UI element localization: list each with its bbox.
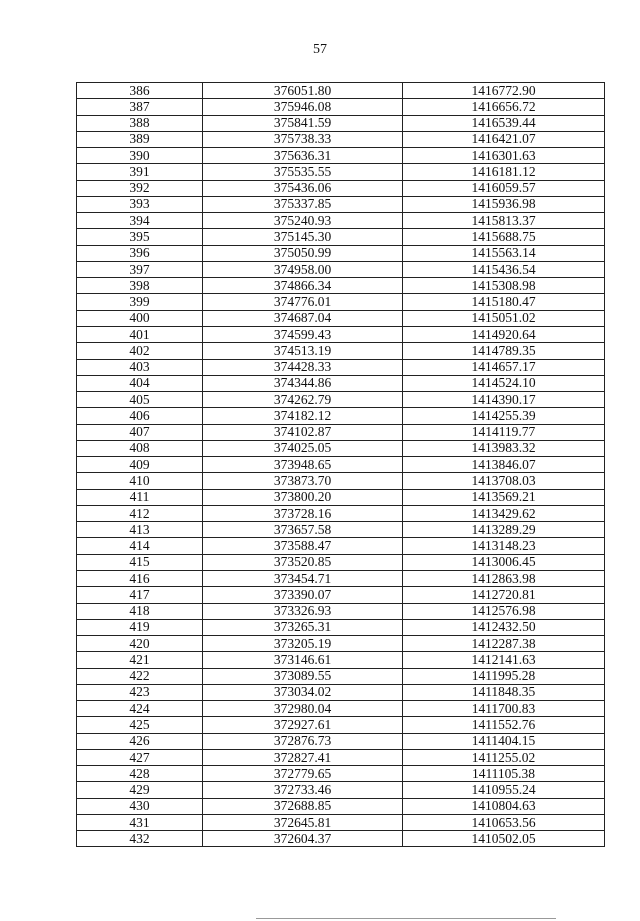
y-coordinate-cell: 1416656.72 — [403, 99, 605, 115]
x-coordinate-cell: 376051.80 — [203, 83, 403, 99]
y-coordinate-cell: 1411995.28 — [403, 668, 605, 684]
point-number-cell: 421 — [77, 652, 203, 668]
table-row — [77, 489, 605, 505]
x-coordinate-cell: 373520.85 — [203, 554, 403, 570]
x-coordinate-cell: 373800.20 — [203, 489, 403, 505]
table-row — [77, 99, 605, 115]
point-number-cell: 430 — [77, 798, 203, 814]
y-coordinate-cell: 1415936.98 — [403, 196, 605, 212]
x-coordinate-cell: 373034.02 — [203, 684, 403, 700]
table-row — [77, 424, 605, 440]
table-row — [77, 538, 605, 554]
y-coordinate-cell: 1410653.56 — [403, 814, 605, 830]
footer-divider — [256, 918, 556, 919]
table-row — [77, 83, 605, 99]
table-row — [77, 440, 605, 456]
x-coordinate-cell: 373089.55 — [203, 668, 403, 684]
table-row — [77, 782, 605, 798]
page-number: 57 — [313, 42, 327, 57]
y-coordinate-cell: 1411105.38 — [403, 766, 605, 782]
point-number-cell: 428 — [77, 766, 203, 782]
table-row — [77, 636, 605, 652]
y-coordinate-cell: 1411404.15 — [403, 733, 605, 749]
table-row — [77, 131, 605, 147]
point-number-cell: 389 — [77, 131, 203, 147]
point-number-cell: 426 — [77, 733, 203, 749]
table-row — [77, 587, 605, 603]
point-number-cell: 406 — [77, 408, 203, 424]
y-coordinate-cell: 1413983.32 — [403, 440, 605, 456]
x-coordinate-cell: 374687.04 — [203, 310, 403, 326]
x-coordinate-cell: 373873.70 — [203, 473, 403, 489]
table-row — [77, 310, 605, 326]
x-coordinate-cell: 374182.12 — [203, 408, 403, 424]
x-coordinate-cell: 373146.61 — [203, 652, 403, 668]
y-coordinate-cell: 1414657.17 — [403, 359, 605, 375]
y-coordinate-cell: 1412863.98 — [403, 570, 605, 586]
y-coordinate-cell: 1412432.50 — [403, 619, 605, 635]
y-coordinate-cell: 1412576.98 — [403, 603, 605, 619]
table-row — [77, 180, 605, 196]
point-number-cell: 394 — [77, 213, 203, 229]
x-coordinate-cell: 372980.04 — [203, 701, 403, 717]
x-coordinate-cell: 375946.08 — [203, 99, 403, 115]
x-coordinate-cell: 375636.31 — [203, 148, 403, 164]
table-row — [77, 261, 605, 277]
y-coordinate-cell: 1410955.24 — [403, 782, 605, 798]
y-coordinate-cell: 1414390.17 — [403, 392, 605, 408]
x-coordinate-cell: 375050.99 — [203, 245, 403, 261]
table-row — [77, 245, 605, 261]
x-coordinate-cell: 372827.41 — [203, 749, 403, 765]
y-coordinate-cell: 1416059.57 — [403, 180, 605, 196]
x-coordinate-cell: 372876.73 — [203, 733, 403, 749]
x-coordinate-cell: 374344.86 — [203, 375, 403, 391]
table-row — [77, 326, 605, 342]
x-coordinate-cell: 373326.93 — [203, 603, 403, 619]
x-coordinate-cell: 375841.59 — [203, 115, 403, 131]
x-coordinate-cell: 374599.43 — [203, 326, 403, 342]
x-coordinate-cell: 372688.85 — [203, 798, 403, 814]
x-coordinate-cell: 374102.87 — [203, 424, 403, 440]
y-coordinate-cell: 1413289.29 — [403, 522, 605, 538]
point-number-cell: 399 — [77, 294, 203, 310]
table-row — [77, 733, 605, 749]
y-coordinate-cell: 1413846.07 — [403, 457, 605, 473]
x-coordinate-cell: 374428.33 — [203, 359, 403, 375]
x-coordinate-cell: 375240.93 — [203, 213, 403, 229]
x-coordinate-cell: 372604.37 — [203, 831, 403, 847]
point-number-cell: 415 — [77, 554, 203, 570]
point-number-cell: 387 — [77, 99, 203, 115]
y-coordinate-cell: 1415180.47 — [403, 294, 605, 310]
x-coordinate-cell: 373588.47 — [203, 538, 403, 554]
y-coordinate-cell: 1412141.63 — [403, 652, 605, 668]
y-coordinate-cell: 1412720.81 — [403, 587, 605, 603]
table-row — [77, 766, 605, 782]
y-coordinate-cell: 1411700.83 — [403, 701, 605, 717]
point-number-cell: 419 — [77, 619, 203, 635]
table-row — [77, 213, 605, 229]
point-number-cell: 417 — [77, 587, 203, 603]
y-coordinate-cell: 1411848.35 — [403, 684, 605, 700]
coordinates-table-body — [77, 83, 605, 847]
table-row — [77, 278, 605, 294]
y-coordinate-cell: 1411552.76 — [403, 717, 605, 733]
table-row — [77, 652, 605, 668]
point-number-cell: 425 — [77, 717, 203, 733]
y-coordinate-cell: 1414920.64 — [403, 326, 605, 342]
y-coordinate-cell: 1411255.02 — [403, 749, 605, 765]
x-coordinate-cell: 374025.05 — [203, 440, 403, 456]
table-row — [77, 701, 605, 717]
point-number-cell: 414 — [77, 538, 203, 554]
x-coordinate-cell: 372779.65 — [203, 766, 403, 782]
y-coordinate-cell: 1416301.63 — [403, 148, 605, 164]
y-coordinate-cell: 1416421.07 — [403, 131, 605, 147]
table-row — [77, 831, 605, 847]
point-number-cell: 432 — [77, 831, 203, 847]
y-coordinate-cell: 1410804.63 — [403, 798, 605, 814]
table-row — [77, 668, 605, 684]
point-number-cell: 411 — [77, 489, 203, 505]
point-number-cell: 388 — [77, 115, 203, 131]
x-coordinate-cell: 374958.00 — [203, 261, 403, 277]
point-number-cell: 397 — [77, 261, 203, 277]
x-coordinate-cell: 373205.19 — [203, 636, 403, 652]
point-number-cell: 400 — [77, 310, 203, 326]
x-coordinate-cell: 375436.06 — [203, 180, 403, 196]
table-row — [77, 457, 605, 473]
y-coordinate-cell: 1415563.14 — [403, 245, 605, 261]
point-number-cell: 412 — [77, 505, 203, 521]
table-row — [77, 603, 605, 619]
x-coordinate-cell: 373265.31 — [203, 619, 403, 635]
y-coordinate-cell: 1415688.75 — [403, 229, 605, 245]
y-coordinate-cell: 1416772.90 — [403, 83, 605, 99]
point-number-cell: 416 — [77, 570, 203, 586]
y-coordinate-cell: 1413569.21 — [403, 489, 605, 505]
table-row — [77, 343, 605, 359]
coordinates-table — [76, 82, 605, 847]
point-number-cell: 401 — [77, 326, 203, 342]
point-number-cell: 431 — [77, 814, 203, 830]
point-number-cell: 420 — [77, 636, 203, 652]
point-number-cell: 393 — [77, 196, 203, 212]
point-number-cell: 409 — [77, 457, 203, 473]
x-coordinate-cell: 374262.79 — [203, 392, 403, 408]
y-coordinate-cell: 1413006.45 — [403, 554, 605, 570]
y-coordinate-cell: 1414119.77 — [403, 424, 605, 440]
table-row — [77, 684, 605, 700]
point-number-cell: 403 — [77, 359, 203, 375]
y-coordinate-cell: 1410502.05 — [403, 831, 605, 847]
x-coordinate-cell: 374866.34 — [203, 278, 403, 294]
x-coordinate-cell: 375535.55 — [203, 164, 403, 180]
table-row — [77, 473, 605, 489]
x-coordinate-cell: 375337.85 — [203, 196, 403, 212]
point-number-cell: 410 — [77, 473, 203, 489]
point-number-cell: 396 — [77, 245, 203, 261]
point-number-cell: 395 — [77, 229, 203, 245]
table-row — [77, 814, 605, 830]
x-coordinate-cell: 373728.16 — [203, 505, 403, 521]
y-coordinate-cell: 1415813.37 — [403, 213, 605, 229]
table-row — [77, 294, 605, 310]
x-coordinate-cell: 372645.81 — [203, 814, 403, 830]
table-row — [77, 717, 605, 733]
point-number-cell: 392 — [77, 180, 203, 196]
point-number-cell: 422 — [77, 668, 203, 684]
table-row — [77, 164, 605, 180]
y-coordinate-cell: 1414524.10 — [403, 375, 605, 391]
table-row — [77, 148, 605, 164]
x-coordinate-cell: 373454.71 — [203, 570, 403, 586]
point-number-cell: 405 — [77, 392, 203, 408]
point-number-cell: 398 — [77, 278, 203, 294]
x-coordinate-cell: 373948.65 — [203, 457, 403, 473]
point-number-cell: 408 — [77, 440, 203, 456]
y-coordinate-cell: 1413429.62 — [403, 505, 605, 521]
point-number-cell: 413 — [77, 522, 203, 538]
y-coordinate-cell: 1414789.35 — [403, 343, 605, 359]
y-coordinate-cell: 1416539.44 — [403, 115, 605, 131]
table-row — [77, 359, 605, 375]
table-row — [77, 619, 605, 635]
point-number-cell: 427 — [77, 749, 203, 765]
point-number-cell: 402 — [77, 343, 203, 359]
table-row — [77, 392, 605, 408]
point-number-cell: 423 — [77, 684, 203, 700]
x-coordinate-cell: 372733.46 — [203, 782, 403, 798]
point-number-cell: 429 — [77, 782, 203, 798]
y-coordinate-cell: 1415051.02 — [403, 310, 605, 326]
x-coordinate-cell: 374513.19 — [203, 343, 403, 359]
table-row — [77, 749, 605, 765]
y-coordinate-cell: 1414255.39 — [403, 408, 605, 424]
table-row — [77, 115, 605, 131]
x-coordinate-cell: 373657.58 — [203, 522, 403, 538]
x-coordinate-cell: 375738.33 — [203, 131, 403, 147]
table-row — [77, 229, 605, 245]
point-number-cell: 390 — [77, 148, 203, 164]
table-row — [77, 522, 605, 538]
table-row — [77, 375, 605, 391]
table-row — [77, 408, 605, 424]
y-coordinate-cell: 1415436.54 — [403, 261, 605, 277]
table-row — [77, 798, 605, 814]
x-coordinate-cell: 375145.30 — [203, 229, 403, 245]
table-row — [77, 196, 605, 212]
y-coordinate-cell: 1412287.38 — [403, 636, 605, 652]
table-row — [77, 554, 605, 570]
table-row — [77, 505, 605, 521]
x-coordinate-cell: 372927.61 — [203, 717, 403, 733]
point-number-cell: 391 — [77, 164, 203, 180]
point-number-cell: 407 — [77, 424, 203, 440]
point-number-cell: 404 — [77, 375, 203, 391]
y-coordinate-cell: 1413148.23 — [403, 538, 605, 554]
y-coordinate-cell: 1416181.12 — [403, 164, 605, 180]
point-number-cell: 424 — [77, 701, 203, 717]
point-number-cell: 386 — [77, 83, 203, 99]
y-coordinate-cell: 1413708.03 — [403, 473, 605, 489]
y-coordinate-cell: 1415308.98 — [403, 278, 605, 294]
x-coordinate-cell: 373390.07 — [203, 587, 403, 603]
x-coordinate-cell: 374776.01 — [203, 294, 403, 310]
table-row — [77, 570, 605, 586]
point-number-cell: 418 — [77, 603, 203, 619]
